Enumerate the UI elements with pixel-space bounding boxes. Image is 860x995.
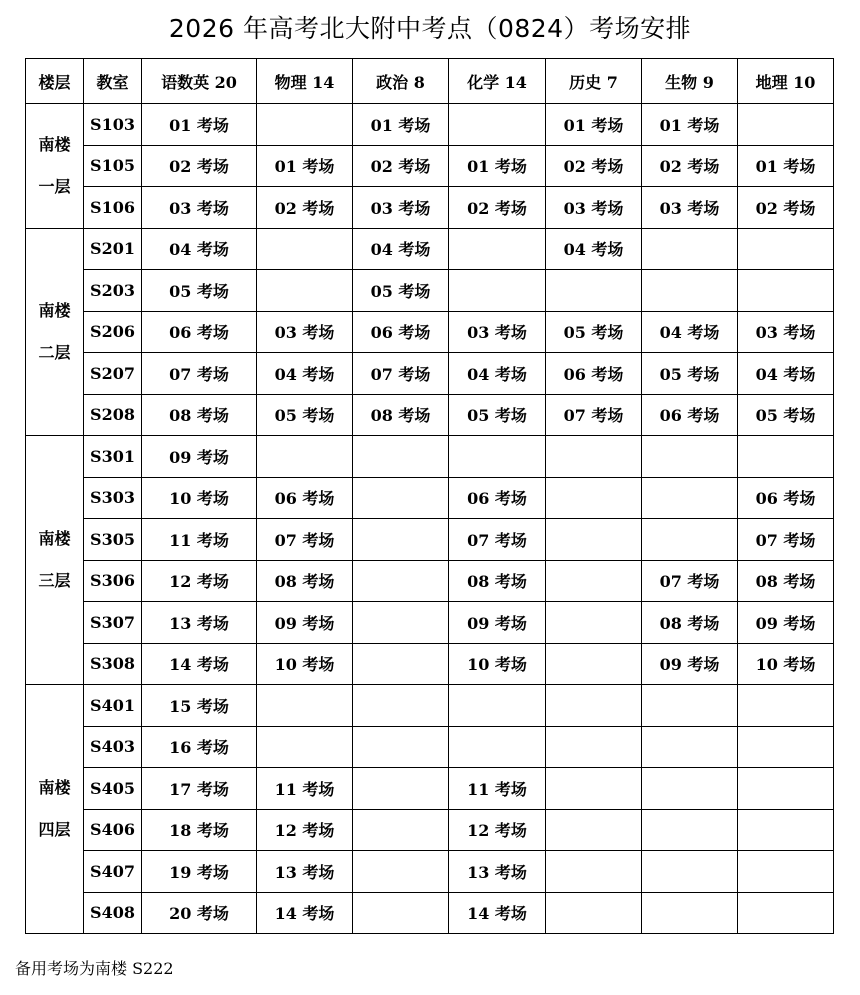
exam-cell-chemistry: 05 考场 bbox=[449, 394, 546, 436]
exam-cell-history: 04 考场 bbox=[546, 228, 642, 270]
table-header-row bbox=[26, 59, 834, 104]
exam-cell-politics: 06 考场 bbox=[353, 311, 449, 353]
exam-cell-history bbox=[546, 643, 642, 685]
exam-cell-geography bbox=[738, 892, 834, 934]
table-row bbox=[26, 104, 834, 146]
exam-cell-physics: 13 考场 bbox=[257, 851, 353, 893]
room-cell: S307 bbox=[84, 602, 142, 644]
exam-cell-biology bbox=[642, 519, 738, 561]
exam-cell-biology: 07 考场 bbox=[642, 560, 738, 602]
exam-cell-chemistry: 10 考场 bbox=[449, 643, 546, 685]
floor-label bbox=[26, 436, 84, 685]
exam-cell-geography bbox=[738, 228, 834, 270]
room-cell: S401 bbox=[84, 685, 142, 727]
room-cell: S303 bbox=[84, 477, 142, 519]
exam-cell-politics: 08 考场 bbox=[353, 394, 449, 436]
room-cell: S106 bbox=[84, 187, 142, 229]
table-row bbox=[26, 685, 834, 727]
exam-cell-chinese-math-english: 12 考场 bbox=[142, 560, 257, 602]
exam-cell-history bbox=[546, 892, 642, 934]
exam-cell-chinese-math-english: 05 考场 bbox=[142, 270, 257, 312]
table-row bbox=[26, 726, 834, 768]
exam-cell-politics bbox=[353, 436, 449, 478]
floor-label-line: 南楼 bbox=[38, 300, 71, 320]
floor-label bbox=[26, 685, 84, 934]
floor-label-line: 一层 bbox=[38, 176, 71, 196]
exam-cell-biology: 02 考场 bbox=[642, 145, 738, 187]
exam-cell-history bbox=[546, 602, 642, 644]
exam-cell-chemistry: 03 考场 bbox=[449, 311, 546, 353]
exam-cell-politics bbox=[353, 892, 449, 934]
exam-cell-history: 01 考场 bbox=[546, 104, 642, 146]
room-cell: S306 bbox=[84, 560, 142, 602]
exam-cell-physics: 12 考场 bbox=[257, 809, 353, 851]
exam-cell-geography: 01 考场 bbox=[738, 145, 834, 187]
exam-cell-politics bbox=[353, 809, 449, 851]
exam-cell-physics bbox=[257, 685, 353, 727]
exam-cell-geography bbox=[738, 104, 834, 146]
exam-cell-chinese-math-english: 20 考场 bbox=[142, 892, 257, 934]
exam-cell-history: 05 考场 bbox=[546, 311, 642, 353]
exam-cell-politics: 04 考场 bbox=[353, 228, 449, 270]
footer-note: 备用考场为南楼 S222 bbox=[15, 959, 174, 978]
table-row bbox=[26, 145, 834, 187]
table-row bbox=[26, 270, 834, 312]
table-row bbox=[26, 477, 834, 519]
exam-cell-politics bbox=[353, 685, 449, 727]
header-history: 历史 7 bbox=[546, 59, 642, 104]
exam-cell-chinese-math-english: 08 考场 bbox=[142, 394, 257, 436]
exam-cell-physics: 08 考场 bbox=[257, 560, 353, 602]
exam-cell-physics: 03 考场 bbox=[257, 311, 353, 353]
exam-cell-physics: 07 考场 bbox=[257, 519, 353, 561]
exam-cell-geography: 09 考场 bbox=[738, 602, 834, 644]
exam-cell-biology: 06 考场 bbox=[642, 394, 738, 436]
room-cell: S406 bbox=[84, 809, 142, 851]
exam-cell-chemistry: 14 考场 bbox=[449, 892, 546, 934]
table-row bbox=[26, 436, 834, 478]
exam-cell-politics: 07 考场 bbox=[353, 353, 449, 395]
exam-cell-physics bbox=[257, 436, 353, 478]
header-geography: 地理 10 bbox=[738, 59, 834, 104]
exam-cell-chinese-math-english: 14 考场 bbox=[142, 643, 257, 685]
exam-cell-geography: 05 考场 bbox=[738, 394, 834, 436]
exam-cell-chinese-math-english: 16 考场 bbox=[142, 726, 257, 768]
room-cell: S105 bbox=[84, 145, 142, 187]
exam-cell-history bbox=[546, 519, 642, 561]
exam-cell-geography bbox=[738, 726, 834, 768]
exam-cell-geography bbox=[738, 436, 834, 478]
exam-cell-chemistry: 08 考场 bbox=[449, 560, 546, 602]
exam-cell-geography: 03 考场 bbox=[738, 311, 834, 353]
exam-cell-chemistry: 12 考场 bbox=[449, 809, 546, 851]
floor-label bbox=[26, 104, 84, 229]
exam-cell-politics bbox=[353, 560, 449, 602]
exam-cell-biology bbox=[642, 851, 738, 893]
exam-cell-history: 06 考场 bbox=[546, 353, 642, 395]
exam-cell-history bbox=[546, 477, 642, 519]
floor-label-line: 三层 bbox=[38, 571, 71, 590]
floor-label-line: 南楼 bbox=[38, 529, 71, 548]
exam-cell-biology bbox=[642, 809, 738, 851]
exam-cell-geography bbox=[738, 768, 834, 810]
exam-cell-chemistry bbox=[449, 228, 546, 270]
table-row bbox=[26, 892, 834, 934]
room-cell: S308 bbox=[84, 643, 142, 685]
table-row bbox=[26, 602, 834, 644]
exam-cell-chinese-math-english: 01 考场 bbox=[142, 104, 257, 146]
room-cell: S201 bbox=[84, 228, 142, 270]
header-politics: 政治 8 bbox=[353, 59, 449, 104]
exam-cell-chemistry: 01 考场 bbox=[449, 145, 546, 187]
exam-cell-physics: 14 考场 bbox=[257, 892, 353, 934]
exam-cell-biology bbox=[642, 228, 738, 270]
header-chemistry: 化学 14 bbox=[449, 59, 546, 104]
exam-cell-biology: 04 考场 bbox=[642, 311, 738, 353]
exam-cell-biology bbox=[642, 685, 738, 727]
exam-cell-physics: 01 考场 bbox=[257, 145, 353, 187]
exam-cell-chinese-math-english: 10 考场 bbox=[142, 477, 257, 519]
exam-cell-physics bbox=[257, 104, 353, 146]
room-cell: S405 bbox=[84, 768, 142, 810]
exam-cell-physics: 04 考场 bbox=[257, 353, 353, 395]
exam-cell-geography: 08 考场 bbox=[738, 560, 834, 602]
room-cell: S301 bbox=[84, 436, 142, 478]
exam-cell-chinese-math-english: 07 考场 bbox=[142, 353, 257, 395]
exam-cell-politics: 05 考场 bbox=[353, 270, 449, 312]
exam-cell-chemistry: 09 考场 bbox=[449, 602, 546, 644]
table-row bbox=[26, 519, 834, 561]
exam-cell-geography: 04 考场 bbox=[738, 353, 834, 395]
exam-cell-chemistry bbox=[449, 104, 546, 146]
exam-cell-history bbox=[546, 768, 642, 810]
exam-cell-biology bbox=[642, 270, 738, 312]
exam-schedule-table bbox=[25, 58, 834, 934]
exam-cell-geography: 02 考场 bbox=[738, 187, 834, 229]
exam-cell-history bbox=[546, 270, 642, 312]
exam-cell-politics: 02 考场 bbox=[353, 145, 449, 187]
exam-cell-history bbox=[546, 560, 642, 602]
exam-cell-geography bbox=[738, 685, 834, 727]
exam-cell-politics bbox=[353, 851, 449, 893]
exam-cell-chemistry bbox=[449, 685, 546, 727]
exam-cell-biology bbox=[642, 768, 738, 810]
header-room: 教室 bbox=[84, 59, 142, 104]
floor-label-line: 南楼 bbox=[38, 778, 71, 797]
exam-cell-physics: 02 考场 bbox=[257, 187, 353, 229]
floor-label-line: 四层 bbox=[38, 820, 71, 839]
room-cell: S103 bbox=[84, 104, 142, 146]
room-cell: S207 bbox=[84, 353, 142, 395]
table-row bbox=[26, 768, 834, 810]
exam-cell-chemistry: 04 考场 bbox=[449, 353, 546, 395]
exam-cell-physics: 11 考场 bbox=[257, 768, 353, 810]
table-row bbox=[26, 809, 834, 851]
exam-cell-politics bbox=[353, 768, 449, 810]
exam-cell-history bbox=[546, 436, 642, 478]
page-title: 2026 年高考北大附中考点（0824）考场安排 bbox=[168, 14, 692, 43]
table-row bbox=[26, 394, 834, 436]
exam-cell-geography bbox=[738, 851, 834, 893]
exam-cell-chinese-math-english: 04 考场 bbox=[142, 228, 257, 270]
exam-cell-physics bbox=[257, 228, 353, 270]
exam-cell-chemistry: 02 考场 bbox=[449, 187, 546, 229]
exam-cell-biology: 03 考场 bbox=[642, 187, 738, 229]
room-cell: S208 bbox=[84, 394, 142, 436]
room-cell: S305 bbox=[84, 519, 142, 561]
table-row bbox=[26, 228, 834, 270]
header-chinese-math-english: 语数英 20 bbox=[142, 59, 257, 104]
table-row bbox=[26, 353, 834, 395]
exam-cell-chinese-math-english: 02 考场 bbox=[142, 145, 257, 187]
header-floor: 楼层 bbox=[26, 59, 84, 104]
exam-cell-chinese-math-english: 15 考场 bbox=[142, 685, 257, 727]
exam-cell-history: 03 考场 bbox=[546, 187, 642, 229]
table-row bbox=[26, 311, 834, 353]
room-cell: S403 bbox=[84, 726, 142, 768]
exam-cell-history bbox=[546, 685, 642, 727]
exam-cell-physics: 10 考场 bbox=[257, 643, 353, 685]
exam-cell-physics bbox=[257, 270, 353, 312]
exam-cell-history bbox=[546, 809, 642, 851]
header-biology: 生物 9 bbox=[642, 59, 738, 104]
exam-cell-biology bbox=[642, 436, 738, 478]
exam-cell-biology bbox=[642, 892, 738, 934]
exam-cell-physics: 05 考场 bbox=[257, 394, 353, 436]
exam-cell-chemistry bbox=[449, 436, 546, 478]
exam-cell-chemistry: 07 考场 bbox=[449, 519, 546, 561]
exam-cell-biology: 09 考场 bbox=[642, 643, 738, 685]
exam-cell-history bbox=[546, 726, 642, 768]
exam-cell-politics bbox=[353, 643, 449, 685]
exam-cell-biology bbox=[642, 477, 738, 519]
exam-cell-biology: 05 考场 bbox=[642, 353, 738, 395]
exam-cell-geography: 06 考场 bbox=[738, 477, 834, 519]
exam-cell-chemistry: 13 考场 bbox=[449, 851, 546, 893]
table-row bbox=[26, 643, 834, 685]
exam-cell-chinese-math-english: 19 考场 bbox=[142, 851, 257, 893]
room-cell: S203 bbox=[84, 270, 142, 312]
table-row bbox=[26, 560, 834, 602]
room-cell: S408 bbox=[84, 892, 142, 934]
room-cell: S407 bbox=[84, 851, 142, 893]
exam-cell-chemistry: 06 考场 bbox=[449, 477, 546, 519]
exam-cell-geography: 07 考场 bbox=[738, 519, 834, 561]
exam-cell-geography bbox=[738, 270, 834, 312]
exam-cell-chinese-math-english: 17 考场 bbox=[142, 768, 257, 810]
exam-cell-chemistry bbox=[449, 270, 546, 312]
exam-cell-physics bbox=[257, 726, 353, 768]
exam-cell-politics: 01 考场 bbox=[353, 104, 449, 146]
floor-label-line: 南楼 bbox=[38, 134, 71, 154]
exam-cell-chemistry bbox=[449, 726, 546, 768]
exam-cell-geography bbox=[738, 809, 834, 851]
exam-cell-chinese-math-english: 13 考场 bbox=[142, 602, 257, 644]
exam-cell-politics bbox=[353, 602, 449, 644]
exam-cell-chemistry: 11 考场 bbox=[449, 768, 546, 810]
exam-cell-politics bbox=[353, 477, 449, 519]
exam-cell-history: 07 考场 bbox=[546, 394, 642, 436]
exam-cell-chinese-math-english: 03 考场 bbox=[142, 187, 257, 229]
table-row bbox=[26, 187, 834, 229]
exam-cell-politics: 03 考场 bbox=[353, 187, 449, 229]
exam-cell-physics: 06 考场 bbox=[257, 477, 353, 519]
floor-label bbox=[26, 228, 84, 436]
table-row bbox=[26, 851, 834, 893]
exam-cell-chinese-math-english: 18 考场 bbox=[142, 809, 257, 851]
exam-cell-physics: 09 考场 bbox=[257, 602, 353, 644]
header-physics: 物理 14 bbox=[257, 59, 353, 104]
exam-cell-history: 02 考场 bbox=[546, 145, 642, 187]
exam-cell-biology bbox=[642, 726, 738, 768]
exam-cell-biology: 01 考场 bbox=[642, 104, 738, 146]
exam-cell-politics bbox=[353, 519, 449, 561]
exam-cell-chinese-math-english: 11 考场 bbox=[142, 519, 257, 561]
exam-cell-biology: 08 考场 bbox=[642, 602, 738, 644]
exam-cell-chinese-math-english: 09 考场 bbox=[142, 436, 257, 478]
exam-cell-history bbox=[546, 851, 642, 893]
exam-cell-geography: 10 考场 bbox=[738, 643, 834, 685]
table-body bbox=[26, 104, 834, 934]
exam-cell-politics bbox=[353, 726, 449, 768]
floor-label-line: 二层 bbox=[38, 342, 71, 362]
room-cell: S206 bbox=[84, 311, 142, 353]
exam-cell-chinese-math-english: 06 考场 bbox=[142, 311, 257, 353]
